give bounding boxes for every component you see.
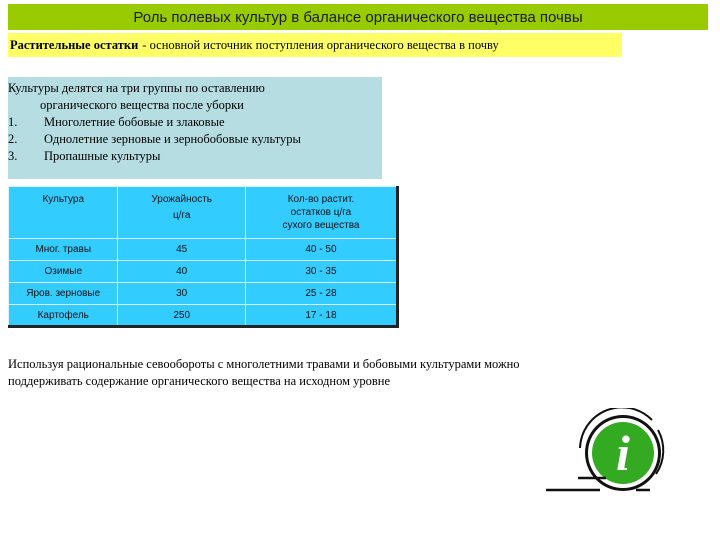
header-residue-label-2: остатков ц/га <box>290 207 352 218</box>
list-item <box>8 148 382 165</box>
header-residue <box>245 187 397 239</box>
subtitle-bold: Растительные остатки <box>10 37 139 52</box>
table-row <box>9 305 398 327</box>
cell-crop: Яров. зерновые <box>9 283 118 305</box>
note-line-2: поддерживать содержание органического вещества на исходном уровне <box>8 374 391 388</box>
crop-residue-table <box>8 186 399 328</box>
info-glyph: i <box>616 425 630 481</box>
cell-crop: Озимые <box>9 261 118 283</box>
header-crop-label: Культура <box>42 194 85 205</box>
note-line-1: Используя рациональные севообороты с многолетними травами и бобовыми культурами можно <box>8 357 520 371</box>
cell-residue: 17 - 18 <box>245 305 397 327</box>
table-row <box>9 261 398 283</box>
list-item-number: 1. <box>8 115 18 129</box>
table-row <box>9 239 398 261</box>
conclusion-note <box>8 356 608 390</box>
table-header-row <box>9 187 398 239</box>
groups-intro-line2: органического вещества после уборки <box>40 98 244 112</box>
list-item-number: 3. <box>8 149 18 163</box>
cell-yield: 45 <box>118 239 245 261</box>
cell-yield: 30 <box>118 283 245 305</box>
cell-crop: Мног. травы <box>9 239 118 261</box>
cell-residue: 25 - 28 <box>245 283 397 305</box>
list-item-text: Пропашные культуры <box>44 149 161 163</box>
cell-crop: Картофель <box>9 305 118 327</box>
subtitle-text: - основной источник поступления органического вещества в почву <box>142 37 499 52</box>
crop-groups-box <box>8 77 382 179</box>
info-icon-graphic <box>540 408 670 508</box>
groups-intro-line1: Культуры делятся на три группы по оставлению <box>8 81 265 95</box>
list-item <box>8 114 382 131</box>
page-title: Роль полевых культур в балансе органического вещества почвы <box>133 8 583 26</box>
header-yield-unit: ц/га <box>172 210 191 221</box>
list-item <box>8 131 382 148</box>
cell-residue: 30 - 35 <box>245 261 397 283</box>
header-yield <box>118 187 245 239</box>
header-crop <box>9 187 118 239</box>
header-residue-label-1: Кол-во растит. <box>287 194 355 205</box>
list-item-text: Однолетние зерновые и зернобобовые культуры <box>44 132 301 146</box>
subtitle-bar <box>8 33 622 57</box>
header-residue-label-3: сухого вещества <box>282 220 360 231</box>
info-icon[interactable] <box>540 408 670 508</box>
cell-yield: 250 <box>118 305 245 327</box>
cell-yield: 40 <box>118 261 245 283</box>
header-yield-label: Урожайность <box>151 194 212 205</box>
list-item-text: Многолетние бобовые и злаковые <box>44 115 225 129</box>
table-row <box>9 283 398 305</box>
cell-residue: 40 - 50 <box>245 239 397 261</box>
list-item-number: 2. <box>8 132 18 146</box>
page-title-bar <box>8 4 708 30</box>
